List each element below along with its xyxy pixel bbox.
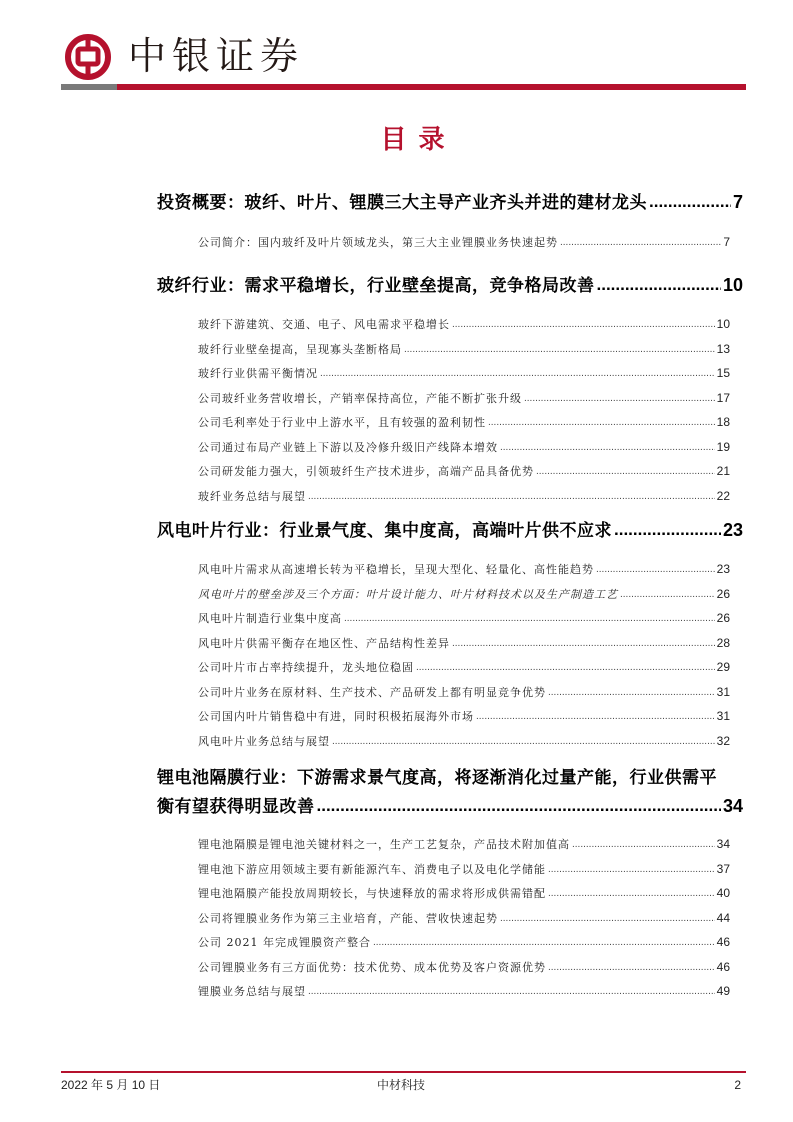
toc-page-number: 34 — [722, 796, 743, 816]
toc-section-3 — [157, 518, 743, 754]
toc-page-number: 7 — [732, 192, 743, 212]
dot-leader — [404, 338, 715, 362]
dot-leader — [548, 858, 715, 882]
toc-item-label: 公司叶片市占率持续提升，龙头地位稳固 — [198, 661, 414, 674]
toc-page-number: 23 — [716, 562, 730, 576]
toc-page-number: 32 — [716, 733, 730, 748]
toc-item-label: 玻纤行业壁垒提高，呈现寡头垄断格局 — [198, 342, 402, 356]
toc-item-label: 公司叶片业务在原材料、生产技术、产品研发上都有明显竞争优势 — [198, 685, 546, 699]
toc-item-label: 公司 2021 年完成锂膜资产整合 — [198, 936, 371, 949]
toc-heading[interactable] — [157, 792, 743, 821]
dot-leader — [317, 792, 721, 820]
footer-rule — [61, 1071, 746, 1073]
toc-item-label: 公司研发能力强大，引领玻纤生产技术进步，高端产品具备优势 — [198, 465, 534, 478]
dot-leader — [416, 656, 715, 680]
toc-item-label: 公司国内叶片销售稳中有进，同时积极拓展海外市场 — [198, 710, 474, 723]
dot-leader — [560, 231, 721, 255]
toc-item-label: 风电叶片制造行业集中度高 — [198, 612, 342, 625]
toc-heading[interactable] — [157, 273, 743, 298]
toc-item-label: 风电叶片业务总结与展望 — [198, 734, 330, 748]
toc-page-number: 18 — [716, 415, 730, 429]
toc-page-number: 26 — [716, 586, 730, 601]
toc-item[interactable] — [198, 956, 730, 981]
toc-heading[interactable] — [157, 518, 743, 543]
dot-leader — [524, 387, 715, 411]
toc-heading-line1[interactable]: 锂电池隔膜行业：下游需求景气度高，将逐渐消化过量产能，行业供需平 — [157, 768, 717, 788]
dot-leader — [596, 558, 715, 582]
dot-leader — [452, 313, 715, 337]
page-header — [0, 0, 793, 100]
toc-item[interactable] — [198, 485, 730, 510]
toc-page-number: 26 — [716, 611, 730, 625]
toc-item-label: 锂电池隔膜是锂电池关键材料之一，生产工艺复杂，产品技术附加值高 — [198, 838, 570, 851]
toc-item-label: 锂膜业务总结与展望 — [198, 985, 306, 998]
toc-item-label: 玻纤下游建筑、交通、电子、风电需求平稳增长 — [198, 318, 450, 331]
dot-leader — [452, 632, 715, 656]
toc-item[interactable] — [198, 833, 730, 858]
toc-page-number: 23 — [722, 520, 743, 540]
toc-item-label: 锂电池隔膜产能投放周期较长，与快速释放的需求将形成供需错配 — [198, 887, 546, 900]
toc-item[interactable] — [198, 411, 730, 436]
dot-leader — [597, 273, 721, 297]
toc-item[interactable] — [198, 931, 730, 956]
toc-item-label: 公司简介：国内玻纤及叶片领域龙头，第三大主业锂膜业务快速起势 — [198, 236, 558, 249]
toc-item-label: 锂电池下游应用领域主要有新能源汽车、消费电子以及电化学储能 — [198, 862, 546, 876]
toc-item[interactable] — [198, 907, 730, 932]
bank-of-china-logo-icon — [64, 33, 112, 81]
toc-item[interactable] — [198, 460, 730, 485]
toc-page-number: 40 — [716, 886, 730, 900]
brand-name: 中银证券 — [128, 34, 305, 78]
dot-leader — [488, 411, 715, 435]
toc-item[interactable] — [198, 436, 730, 461]
toc-item[interactable] — [198, 882, 730, 907]
toc-page-number: 46 — [716, 959, 730, 974]
toc-page-number: 10 — [722, 275, 743, 295]
toc-item[interactable] — [198, 313, 730, 338]
toc-page-number: 37 — [716, 861, 730, 876]
toc-item-label: 公司将锂膜业务作为第三主业培育，产能、营收快速起势 — [198, 911, 498, 925]
toc-page-number: 22 — [716, 488, 730, 503]
toc-page-number: 7 — [723, 235, 730, 249]
toc-page-number: 17 — [716, 390, 730, 405]
toc-item[interactable] — [198, 730, 730, 755]
toc-section-1 — [157, 190, 743, 256]
toc-item[interactable] — [198, 607, 730, 632]
dot-leader — [614, 518, 721, 542]
toc-page-number: 31 — [716, 684, 730, 699]
toc-item-label: 公司玻纤业务营收增长，产销率保持高位，产能不断扩张升级 — [198, 391, 522, 405]
toc-item-label: 玻纤业务总结与展望 — [198, 489, 306, 503]
toc-page-number: 49 — [716, 984, 730, 998]
dot-leader — [500, 436, 715, 460]
footer-date: 2022 年 5 月 10 日 — [61, 1078, 161, 1092]
toc-item-label: 风电叶片需求从高速增长转为平稳增长，呈现大型化、轻量化、高性能趋势 — [198, 563, 594, 576]
dot-leader — [536, 460, 715, 484]
toc-heading-label: 衡有望获得明显改善 — [157, 797, 315, 817]
dot-leader — [332, 730, 715, 754]
footer-page-number: 2 — [734, 1078, 741, 1092]
toc-item[interactable] — [198, 362, 730, 387]
dot-leader — [572, 833, 715, 857]
toc-page-number: 15 — [716, 366, 730, 380]
dot-leader — [500, 907, 715, 931]
toc-item-label: 公司通过布局产业链上下游以及冷修升级旧产线降本增效 — [198, 440, 498, 454]
toc-page-number: 44 — [716, 910, 730, 925]
dot-leader — [548, 956, 715, 980]
header-rule-grey — [61, 84, 117, 90]
toc-page-number: 13 — [716, 341, 730, 356]
toc-heading-label: 风电叶片行业：行业景气度、集中度高，高端叶片供不应求 — [157, 521, 612, 541]
toc-item-label: 公司毛利率处于行业中上游水平，且有较强的盈利韧性 — [198, 416, 486, 429]
toc-title: 目录 — [380, 125, 457, 155]
toc-item[interactable] — [198, 558, 730, 583]
footer-company: 中材科技 — [376, 1078, 425, 1092]
toc-item[interactable] — [198, 632, 730, 657]
dot-leader — [548, 882, 715, 906]
dot-leader — [620, 583, 715, 607]
dot-leader — [344, 607, 715, 631]
dot-leader — [548, 681, 715, 705]
dot-leader — [320, 362, 715, 386]
toc-page-number: 31 — [716, 709, 730, 723]
toc-item[interactable] — [198, 656, 730, 681]
toc-heading[interactable] — [157, 190, 743, 215]
toc-item[interactable] — [198, 858, 730, 883]
toc-item[interactable] — [198, 387, 730, 412]
toc-item-label: 风电叶片的壁垒涉及三个方面：叶片设计能力、叶片材料技术以及生产制造工艺 — [198, 587, 618, 601]
toc-page-number: 28 — [716, 635, 730, 650]
toc-item[interactable] — [198, 705, 730, 730]
dot-leader — [308, 980, 715, 1004]
toc-item[interactable] — [198, 681, 730, 706]
toc-section-2 — [157, 273, 743, 509]
dot-leader — [649, 190, 731, 214]
dot-leader — [476, 705, 715, 729]
toc-page-number: 46 — [716, 935, 730, 949]
toc-item[interactable] — [198, 338, 730, 363]
toc-section-4 — [157, 764, 743, 1005]
dot-leader — [373, 931, 715, 955]
header-rule-red — [117, 84, 746, 90]
toc-heading-label: 投资概要：玻纤、叶片、锂膜三大主导产业齐头并进的建材龙头 — [157, 193, 647, 213]
toc-item-label: 公司锂膜业务有三方面优势：技术优势、成本优势及客户资源优势 — [198, 960, 546, 974]
toc-page-number: 10 — [716, 317, 730, 331]
toc-item[interactable] — [198, 583, 730, 608]
toc-page-number: 21 — [716, 464, 730, 478]
toc-item[interactable] — [198, 231, 730, 256]
toc-page-number: 29 — [716, 660, 730, 674]
toc-item-label: 玻纤行业供需平衡情况 — [198, 367, 318, 380]
toc-page-number: 34 — [716, 837, 730, 851]
toc-item-label: 风电叶片供需平衡存在地区性、产品结构性差异 — [198, 636, 450, 650]
toc-heading-label: 玻纤行业：需求平稳增长，行业壁垒提高，竞争格局改善 — [157, 276, 595, 296]
toc-page-number: 19 — [716, 439, 730, 454]
dot-leader — [308, 485, 715, 509]
toc-item[interactable] — [198, 980, 730, 1005]
